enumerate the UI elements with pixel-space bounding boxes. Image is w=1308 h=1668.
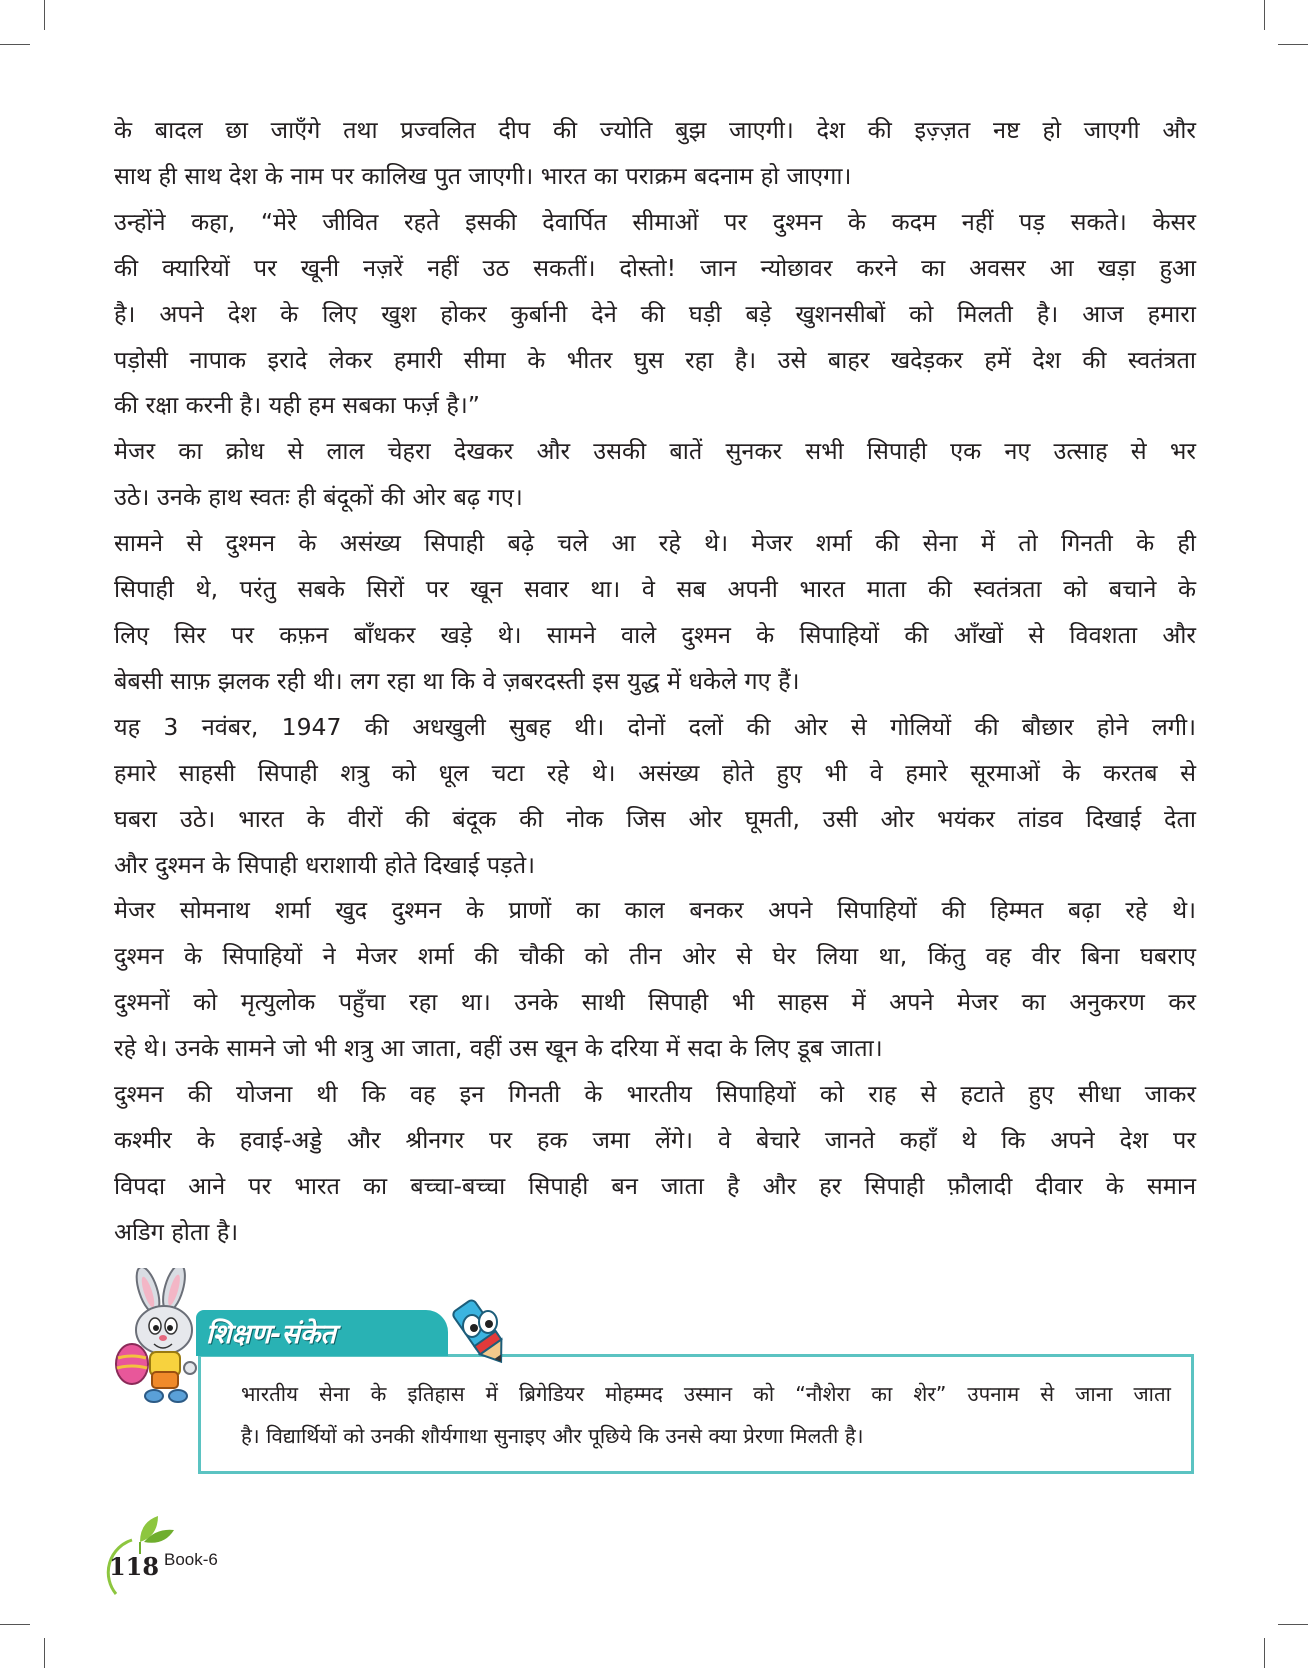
text-line: और दुश्मन के सिपाही धराशायी होते दिखाई पड़ते। bbox=[114, 850, 536, 879]
text-line: दुश्मन की योजना थी कि वह इन गिनती के भारतीय सिपाहियों को राह से हटाते हुए सीधा जाकर bbox=[114, 1080, 1196, 1109]
text-line: लिए सिर पर कफ़न बाँधकर खड़े थे। सामने वाले दुश्मन के सिपाहियों की आँखों से विवशता और bbox=[114, 620, 1196, 649]
text-line: की रक्षा करनी है। यही हम सबका फर्ज़ है।” bbox=[114, 391, 480, 420]
text-line: दुश्मनों को मृत्युलोक पहुँचा रहा था। उनके साथी सिपाही भी साहस में अपने मेजर का अनुकरण कर bbox=[114, 988, 1196, 1017]
text-line: है। अपने देश के लिए खुश होकर कुर्बानी देने की घड़ी बड़े खुशनसीबों को मिलती है। आज हमारा bbox=[114, 299, 1196, 328]
text-line: सामने से दुश्मन के असंख्य सिपाही बढ़े चले आ रहे थे। मेजर शर्मा की सेना में तो गिनती के ही bbox=[114, 529, 1196, 558]
rabbit-mascot-icon bbox=[110, 1268, 210, 1410]
text-line: उन्होंने कहा, “मेरे जीवित रहते इसकी देवार्पित सीमाओं पर दुश्मन के कदम नहीं पड़ सकते। केसर bbox=[114, 207, 1196, 236]
text-line: मेजर का क्रोध से लाल चेहरा देखकर और उसकी बातें सुनकर सभी सिपाही एक नए उत्साह से भर bbox=[114, 437, 1196, 466]
text-line: मेजर सोमनाथ शर्मा खुद दुश्मन के प्राणों का काल बनकर अपने सिपाहियों की हिम्मत बढ़ा रहे थे। bbox=[114, 896, 1196, 925]
crop-mark bbox=[44, 0, 45, 30]
teaching-note-line: भारतीय सेना के इतिहास में ब्रिगेडियर मोहम्मद उस्मान को “नौशेरा का शेर” उपनाम से जाना जाता bbox=[241, 1382, 1171, 1406]
crop-mark bbox=[1278, 1624, 1308, 1625]
text-line: सिपाही थे, परंतु सबके सिरों पर खून सवार था। वे सब अपनी भारत माता की स्वतंत्रता को बचाने के bbox=[114, 575, 1196, 604]
crop-mark bbox=[0, 44, 30, 45]
text-line: बेबसी साफ़ झलक रही थी। लग रहा था कि वे ज़बरदस्ती इस युद्ध में धकेले गए हैं। bbox=[114, 666, 800, 695]
teaching-note-text bbox=[241, 1373, 1171, 1457]
crop-mark bbox=[44, 1638, 45, 1668]
crop-mark bbox=[1278, 44, 1308, 45]
text-line: की क्यारियों पर खूनी नज़रें नहीं उठ सकतीं। दोस्तो! जान न्योछावर करने का अवसर आ खड़ा हुआ bbox=[114, 253, 1196, 282]
book-label: Book-6 bbox=[164, 1550, 218, 1569]
text-line: घबरा उठे। भारत के वीरों की बंदूक की नोक जिस ओर घूमती, उसी ओर भयंकर तांडव दिखाई देता bbox=[114, 804, 1196, 833]
text-line: हमारे साहसी सिपाही शत्रु को धूल चटा रहे थे। असंख्य होते हुए भी वे हमारे सूरमाओं के करतब से bbox=[114, 758, 1196, 787]
teaching-note-banner bbox=[196, 1310, 448, 1356]
text-line: कश्मीर के हवाई-अड्डे और श्रीनगर पर हक जमा लेंगे। वे बेचारे जानते कहाँ थे कि अपने देश पर bbox=[114, 1125, 1196, 1154]
teaching-note-title: शिक्षण-संकेत bbox=[206, 1319, 336, 1350]
text-line: अडिग होता है। bbox=[114, 1217, 239, 1246]
crop-mark bbox=[1264, 1638, 1265, 1668]
text-line: रहे थे। उनके सामने जो भी शत्रु आ जाता, वहीं उस खून के दरिया में सदा के लिए डूब जाता। bbox=[114, 1034, 883, 1063]
page-number: 118 bbox=[108, 1551, 160, 1581]
text-line: यह 3 नवंबर, 1947 की अधखुली सुबह थी। दोनों दलों की ओर से गोलियों की बौछार होने लगी। bbox=[114, 712, 1196, 741]
story-text bbox=[114, 108, 1196, 1256]
text-line: के बादल छा जाएँगे तथा प्रज्वलित दीप की ज्योति बुझ जाएगी। देश की इज़्ज़त नष्ट हो जाएगी और bbox=[114, 116, 1196, 144]
text-line: पड़ोसी नापाक इरादे लेकर हमारी सीमा के भीतर घुस रहा है। उसे बाहर खदेड़कर हमें देश की स्वतंत्रता bbox=[114, 345, 1196, 374]
teaching-note-line: है। विद्यार्थियों को उनकी शौर्यगाथा सुनाइए और पूछिये कि उनसे क्या प्रेरणा मिलती है। bbox=[241, 1424, 864, 1448]
text-line: दुश्मन के सिपाहियों ने मेजर शर्मा की चौकी को तीन ओर से घेर लिया था, किंतु वह वीर बिना घबराए bbox=[114, 942, 1196, 971]
text-line: विपदा आने पर भारत का बच्चा-बच्चा सिपाही बन जाता है और हर सिपाही फ़ौलादी दीवार के समान bbox=[114, 1171, 1196, 1200]
teaching-note-box bbox=[198, 1354, 1194, 1474]
crop-mark bbox=[0, 1624, 30, 1625]
text-line: उठे। उनके हाथ स्वतः ही बंदूकों की ओर बढ़ गए। bbox=[114, 483, 523, 512]
text-line: साथ ही साथ देश के नाम पर कालिख पुत जाएगी। भारत का पराक्रम बदनाम हो जाएगा। bbox=[114, 161, 852, 190]
pencil-mascot-icon bbox=[446, 1296, 516, 1370]
crop-mark bbox=[1264, 0, 1265, 30]
